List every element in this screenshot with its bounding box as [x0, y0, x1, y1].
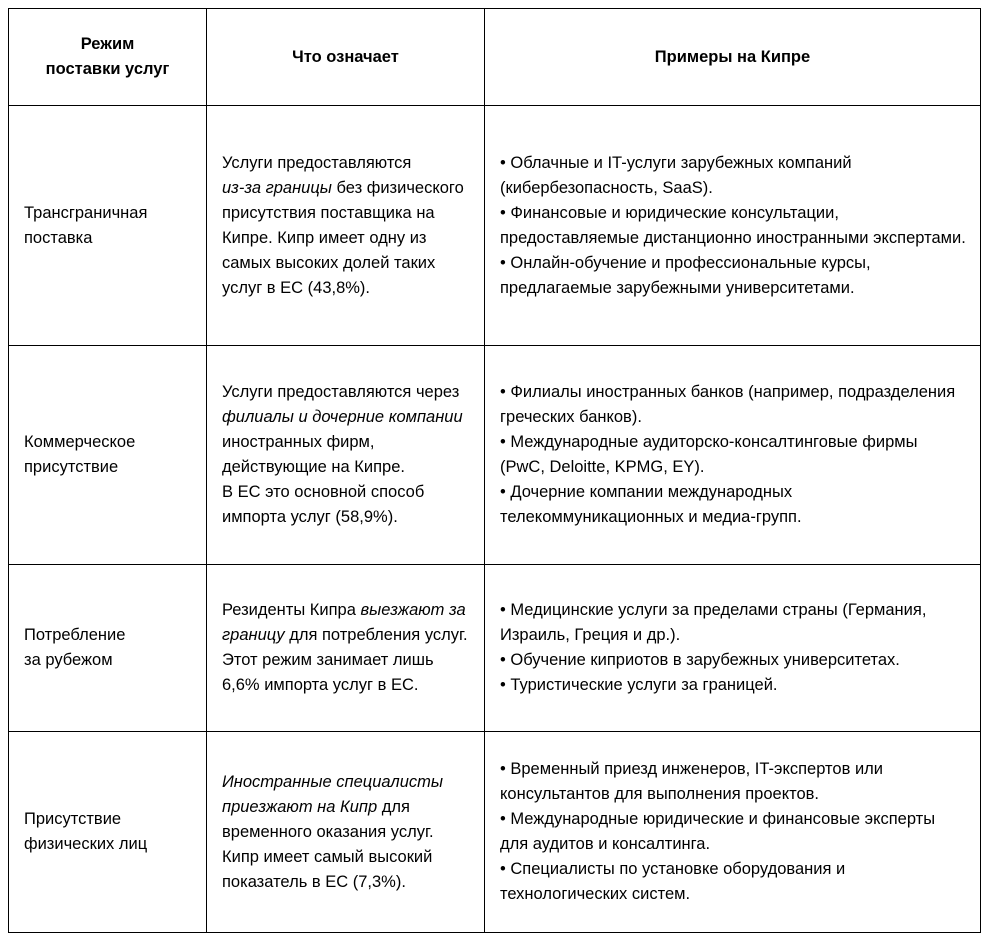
example-item: • Временный приезд инженеров, IT-экспертов или консультантов для выполнения проектов.	[500, 760, 884, 803]
meaning-text: В ЕС это основной способ импорта услуг (58,9%).	[222, 483, 425, 526]
examples-cell	[485, 732, 981, 933]
example-item: • Международные аудиторско-консалтинговые фирмы (PwC, Deloitte, KPMG, EY).	[500, 433, 918, 476]
example-item: • Туристические услуги за границей.	[500, 676, 778, 694]
meaning-cell	[207, 565, 485, 732]
mode-cell	[9, 732, 207, 933]
header-examples: Примеры на Кипре	[485, 9, 981, 106]
mode-line: Коммерческое	[24, 433, 136, 451]
table-row	[9, 732, 981, 933]
example-item: • Специалисты по установке оборудования и технологических систем.	[500, 860, 846, 903]
table-row	[9, 565, 981, 732]
examples-cell	[485, 106, 981, 346]
example-item: • Финансовые и юридические консультации, предоставляемые дистанционно иностранными экспертами.	[500, 203, 966, 247]
mode-line: Присутствие	[24, 810, 122, 828]
mode-line: физических лиц	[24, 835, 148, 853]
meaning-text: физического присутствия поставщика на Кипре. Кипр имеет одну из самых высоких долей таких услуг в ЕС (43,8%).	[222, 178, 464, 297]
example-item: • Медицинские услуги за пределами страны (Германия, Израиль, Греция и др.).	[500, 601, 927, 644]
header-mode	[9, 9, 207, 106]
meaning-emphasis: филиалы и дочерние компании	[222, 408, 463, 426]
header-mode-line2: поставки услуг	[45, 60, 170, 78]
mode-cell	[9, 565, 207, 732]
meaning-emphasis: Иностранные специалисты приезжают на Кипр	[222, 772, 444, 816]
meaning-text: Услуги предоставляются	[222, 153, 412, 172]
example-item: • Дочерние компании международных телекоммуникационных и медиа-групп.	[500, 483, 802, 526]
mode-cell	[9, 346, 207, 565]
example-item: • Международные юридические и финансовые эксперты для аудитов и консалтинга.	[500, 810, 936, 853]
examples-cell	[485, 346, 981, 565]
meaning-text: без	[331, 178, 363, 197]
meaning-text: для временного оказания услуг. Кипр имеет самый высокий показатель в ЕС (7,3%).	[222, 797, 434, 891]
mode-line: присутствие	[24, 458, 119, 476]
services-table	[8, 8, 981, 933]
example-item: • Обучение киприотов в зарубежных университетах.	[500, 651, 900, 669]
example-item: • Филиалы иностранных банков (например, подразделения греческих банков).	[500, 383, 956, 426]
mode-cell	[9, 106, 207, 346]
example-item: • Облачные и IT-услуги зарубежных компаний (кибербезопасность, SaaS).	[500, 153, 852, 197]
mode-line: Трансграничная	[24, 203, 148, 222]
meaning-emphasis: выезжают за границу	[222, 601, 466, 644]
meaning-text: Услуги предоставляются через	[222, 383, 460, 401]
mode-line: за рубежом	[24, 651, 113, 669]
table-row	[9, 106, 981, 346]
header-mode-line1: Режим	[80, 35, 135, 53]
meaning-cell	[207, 732, 485, 933]
mode-line: Потребление	[24, 626, 126, 644]
meaning-text: иностранных фирм, действующие на Кипре.	[222, 433, 405, 476]
mode-line: поставка	[24, 228, 93, 247]
meaning-emphasis: из-за границы	[222, 178, 332, 197]
meaning-cell	[207, 106, 485, 346]
header-meaning: Что означает	[207, 9, 485, 106]
meaning-text: Резиденты Кипра	[222, 601, 361, 619]
meaning-cell	[207, 346, 485, 565]
examples-cell	[485, 565, 981, 732]
table-row	[9, 346, 981, 565]
example-item: • Онлайн-обучение и профессиональные курсы, предлагаемые зарубежными университетами.	[500, 253, 871, 297]
header-row	[9, 9, 981, 106]
meaning-text: для потребления услуг. Этот режим занимает лишь 6,6% импорта услуг в ЕС.	[222, 626, 468, 694]
